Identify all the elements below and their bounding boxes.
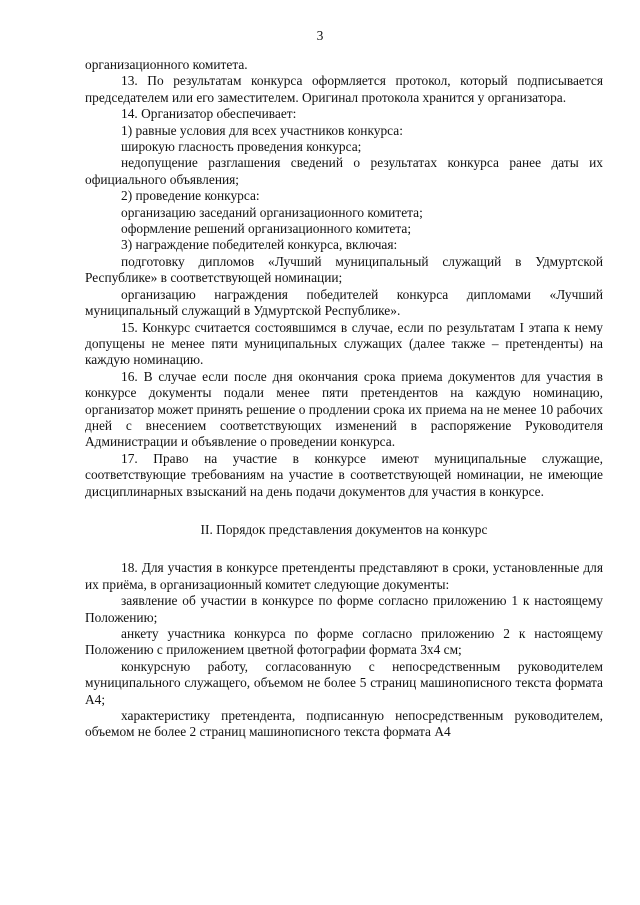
paragraph: недопущение разглашения сведений о результатах конкурса ранее даты их официального объявления;	[85, 155, 603, 187]
paragraph: 17. Право на участие в конкурсе имеют муниципальные служащие, соответствующие требованиям на участие в соответствующей номинации, не имеющие дисциплинарных взысканий на день подачи документов для участия в конкурсе.	[85, 450, 603, 499]
section-heading: II. Порядок представления документов на конкурс	[200, 521, 488, 537]
paragraph: анкету участника конкурса по форме согласно приложению 2 к настоящему Положению с приложением цветной фотографии формата 3х4 см;	[85, 626, 603, 658]
paragraph: организацию награждения победителей конкурса дипломами «Лучший муниципальный служащий в Удмуртской Республике».	[85, 286, 603, 319]
paragraph: 2) проведение конкурса:	[121, 188, 260, 204]
paragraph: широкую гласность проведения конкурса;	[121, 139, 362, 155]
paragraph: организацию заседаний организационного комитета;	[121, 204, 423, 220]
paragraph: 13. По результатам конкурса оформляется протокол, который подписывается председателем или его заместителем. Оригинал протокола хранится у организатора.	[85, 73, 603, 105]
document-body	[85, 57, 603, 741]
paragraph: подготовку дипломов «Лучший муниципальный служащий в Удмуртской Республике» в соответствующей номинации;	[85, 253, 603, 286]
paragraph: конкурсную работу, согласованную с непосредственным руководителем муниципального служащего, объемом не более 5 страниц машинописного текста формата А4;	[85, 658, 603, 707]
paragraph: 15. Конкурс считается состоявшимся в случае, если по результатам I этапа к нему допущены не менее пяти муниципальных служащих (далее также – претенденты) на каждую номинацию.	[85, 319, 603, 368]
paragraph: оформление решений организационного комитета;	[121, 221, 412, 237]
paragraph: 3) награждение победителей конкурса, включая:	[121, 237, 398, 253]
paragraphs-after	[85, 560, 603, 740]
paragraph: заявление об участии в конкурсе по форме согласно приложению 1 к настоящему Положению;	[85, 593, 603, 625]
paragraph: 1) равные условия для всех участников конкурса:	[121, 122, 403, 138]
paragraph: 16. В случае если после дня окончания срока приема документов для участия в конкурсе документы подали менее пяти претендентов на каждую номинацию, организатор может принять решение о продлении срока их приема на не менее 10 рабочих дней с внесением соответствующих изменений в распоряжение Руководителя Администрации и объявление о проведении конкурса.	[85, 368, 603, 450]
paragraph: характеристику претендента, подписанную непосредственным руководителем, объемом не более 2 страниц машинописного текста формата А4	[85, 708, 603, 740]
paragraph: организационного комитета.	[85, 57, 248, 72]
paragraph: 14. Организатор обеспечивает:	[121, 106, 297, 122]
paragraph: 18. Для участия в конкурсе претенденты представляют в сроки, установленные для их приёма, в организационный комитет следующие документы:	[85, 560, 603, 592]
paragraphs-before	[85, 57, 603, 500]
page-number: 3	[316, 28, 324, 43]
